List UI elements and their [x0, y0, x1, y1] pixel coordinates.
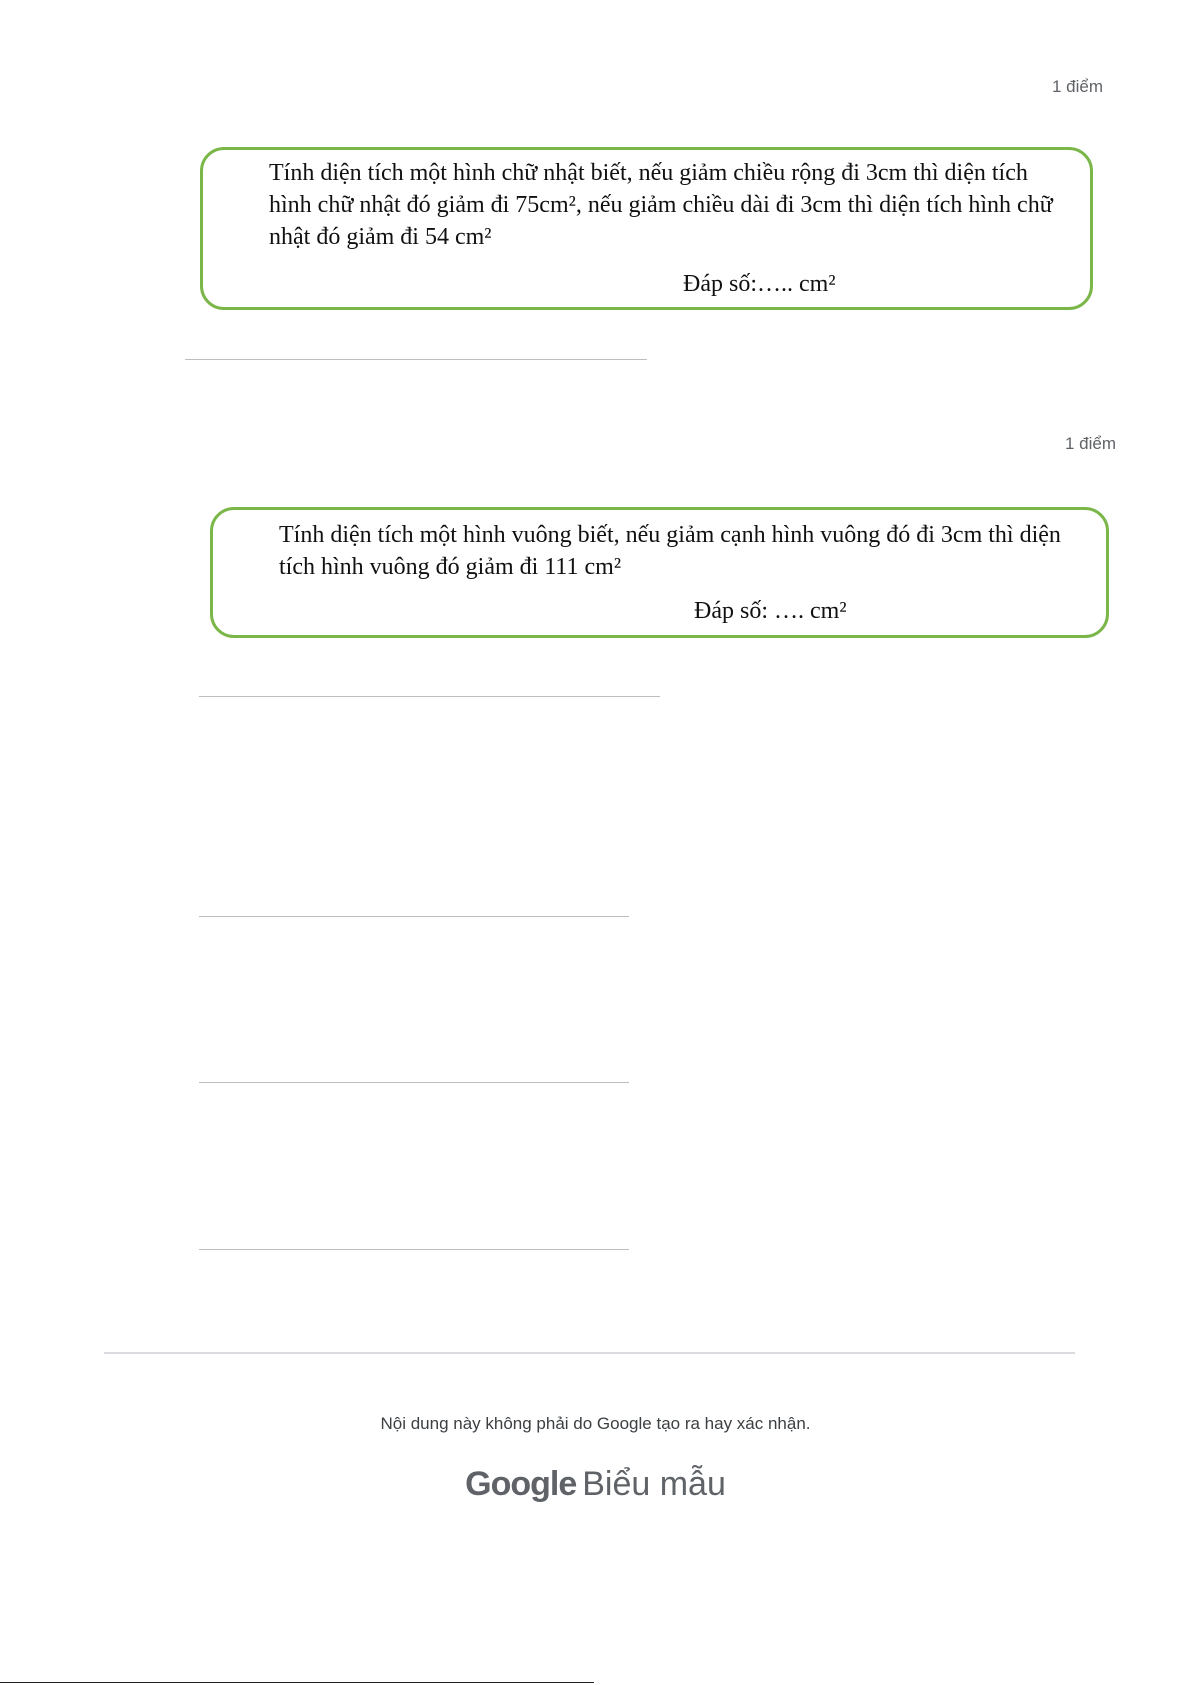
- answer-line-5[interactable]: [199, 1249, 629, 1250]
- question-2-answer-hint: Đáp số: …. cm²: [694, 598, 847, 624]
- page-bottom-rule: [0, 1682, 594, 1683]
- question-1-image: [200, 147, 1093, 310]
- question-2-answer-input[interactable]: [199, 696, 660, 697]
- footer-divider: [104, 1352, 1075, 1354]
- question-2-points: 1 điểm: [1065, 434, 1117, 453]
- question-1-points: 1 điểm: [1052, 77, 1104, 96]
- question-2-text: Tính diện tích một hình vuông biết, nếu giảm cạnh hình vuông đó đi 3cm thì diện tích hình vuông đó giảm đi 111 cm²: [279, 522, 1061, 580]
- question-1-answer-hint: Đáp số:….. cm²: [683, 271, 836, 297]
- forms-wordmark: Biểu mẫu: [582, 1465, 726, 1503]
- question-1-text: Tính diện tích một hình chữ nhật biết, nếu giảm chiều rộng đi 3cm thì diện tích hình chữ nhật đó giảm đi 75cm², nếu giảm chiều dài đi 3cm thì diện tích hình chữ nhật đó giảm đi 54 cm²: [269, 160, 1053, 250]
- question-2-image: [210, 507, 1109, 638]
- question-1-answer-input[interactable]: [185, 359, 647, 360]
- google-forms-logo[interactable]: [0, 1462, 1191, 1506]
- answer-line-4[interactable]: [199, 1082, 629, 1083]
- answer-line-3[interactable]: [199, 916, 629, 917]
- google-wordmark: Google: [465, 1465, 577, 1503]
- footer-disclaimer: Nội dung này không phải do Google tạo ra hay xác nhận.: [380, 1414, 811, 1433]
